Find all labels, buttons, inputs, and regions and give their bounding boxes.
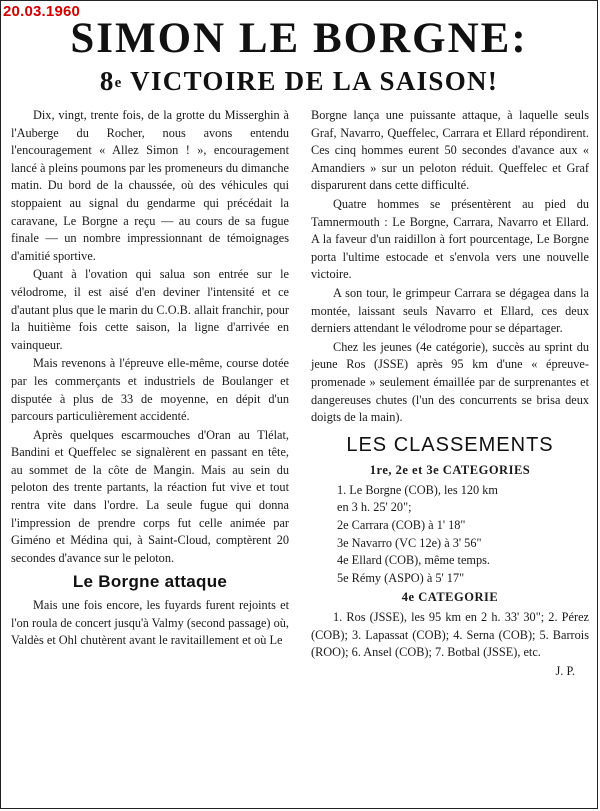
article-paragraph: Après quelques escarmouches d'Oran au Tlélat, Bandini et Queffelec se signalèrent en passant en tête, au sommet de la côte de Mangin. Mais au sein du peloton des trente partants, la réaction fut vive et tout rentra vite dans l'ordre. La seule fugue qui donna l'impression de prendre corps fut celle animée par Giméno et Médina qui, à Saint-Cloud, comptèrent 20 secondes d'avance sur le peloton. <box>11 427 289 565</box>
category-heading: 4e CATEGORIE <box>401 590 499 605</box>
article-paragraph: Mais revenons à l'épreuve elle-même, course dotée par les commerçants et industriels de Boulanger et disputée à plus de 33 de moyenne, en dépit d'un parcours particulièrement accidenté. <box>11 356 289 424</box>
article-paragraph: A son tour, le grimpeur Carrara se dégagea dans la montée, laissant seuls Navarro et Ellard, ces deux derniers attendant le vélodrome pour se départager. <box>311 285 589 336</box>
headline: SIMON LE BORGNE: <box>70 15 528 62</box>
author-signature: J. P. <box>555 663 575 678</box>
ranking-line: en 3 h. 25' 20"; <box>337 500 412 515</box>
ranking-line: 4e Ellard (COB), même temps. <box>337 553 490 568</box>
article-paragraph: Borgne lança une puissante attaque, à laquelle seuls Graf, Navarro, Queffelec, Carrara et Ellard répondirent. Ces cinq hommes eurent 50 secondes d'avance aux « Amandiers » sur un peloton réduit. Queffelec et Graf disparurent dans cette difficulté. <box>311 108 589 193</box>
category-heading: 1re, 2e et 3e CATEGORIES <box>369 463 531 478</box>
ranking-line: 2e Carrara (COB) à 1' 18" <box>337 518 466 533</box>
date-stamp: 20.03.1960 <box>3 3 81 20</box>
subhead-number: 8 <box>99 66 115 96</box>
section-heading: Le Borgne attaque <box>72 572 228 592</box>
subheadline <box>1 65 597 97</box>
article-paragraph: Chez les jeunes (4e catégorie), succès au sprint du jeune Ros (JSSE) après 95 km d'une « épreuve-promenade » seulement émaillée par de surprenantes et dangereuses chutes (l'un des concurrents se brisa deux doigts de la main). <box>311 339 589 425</box>
left-column <box>11 107 289 651</box>
article-paragraph: Quatre hommes se présentèrent au pied du Tamnermouth : Le Borgne, Carrara, Navarro et Ellard. A la faveur d'un raidillon à fort pourcentage, Le Borgne porta l'ultime estocade et s'envola vers une nouvelle victoire. <box>311 196 589 282</box>
classements-heading: LES CLASSEMENTS <box>346 433 554 456</box>
ranking-line: 1. Le Borgne (COB), les 120 km <box>337 482 498 497</box>
article-paragraph: Mais une fois encore, les fuyards furent rejoints et l'on roula de concert jusqu'à Valmy (second passage) où, Valdès et Ohl chutèrent avant le ravitaillement et où Le <box>11 598 289 648</box>
ranking-paragraph: 1. Ros (JSSE), les 95 km en 2 h. 33' 30"; 2. Pérez (COB); 3. Lapassat (COB); 4. Serna (COB); 5. Barrois (ROO); 6. Ansel (COB); 7. Botbal (JSSE), etc. <box>311 610 589 660</box>
ranking-line: 3e Navarro (VC 12e) à 3' 56" <box>337 535 482 550</box>
article-paragraph: Dix, vingt, trente fois, de la grotte du Misserghin à l'Auberge du Rocher, nous avons entendu l'encouragement « Allez Simon ! », encouragement lancé à pleins poumons par les promeneurs du dimanche matin. Du bord de la chaussée, où des véhicules qui stoppaient au signal du gendarme qui précédait la caravane, Le Borgne a reçu — au cours de sa fugue finale — un nombre impressionnant de témoignages d'amitié sportive. <box>11 108 289 263</box>
ranking-line: 5e Rémy (ASPO) à 5' 17" <box>337 570 465 585</box>
article-paragraph: Quant à l'ovation qui salua son entrée sur le vélodrome, il est aisé d'en deviner l'intensité et ce d'autant plus que le marin du C.O.B. allait franchir, pour la huitième fois cette saison, la ligne d'arrivée en vainqueur. <box>11 267 289 352</box>
subhead-text: VICTOIRE DE LA SAISON! <box>122 66 499 96</box>
subhead-superscript: e <box>114 75 123 91</box>
right-column <box>311 107 589 680</box>
